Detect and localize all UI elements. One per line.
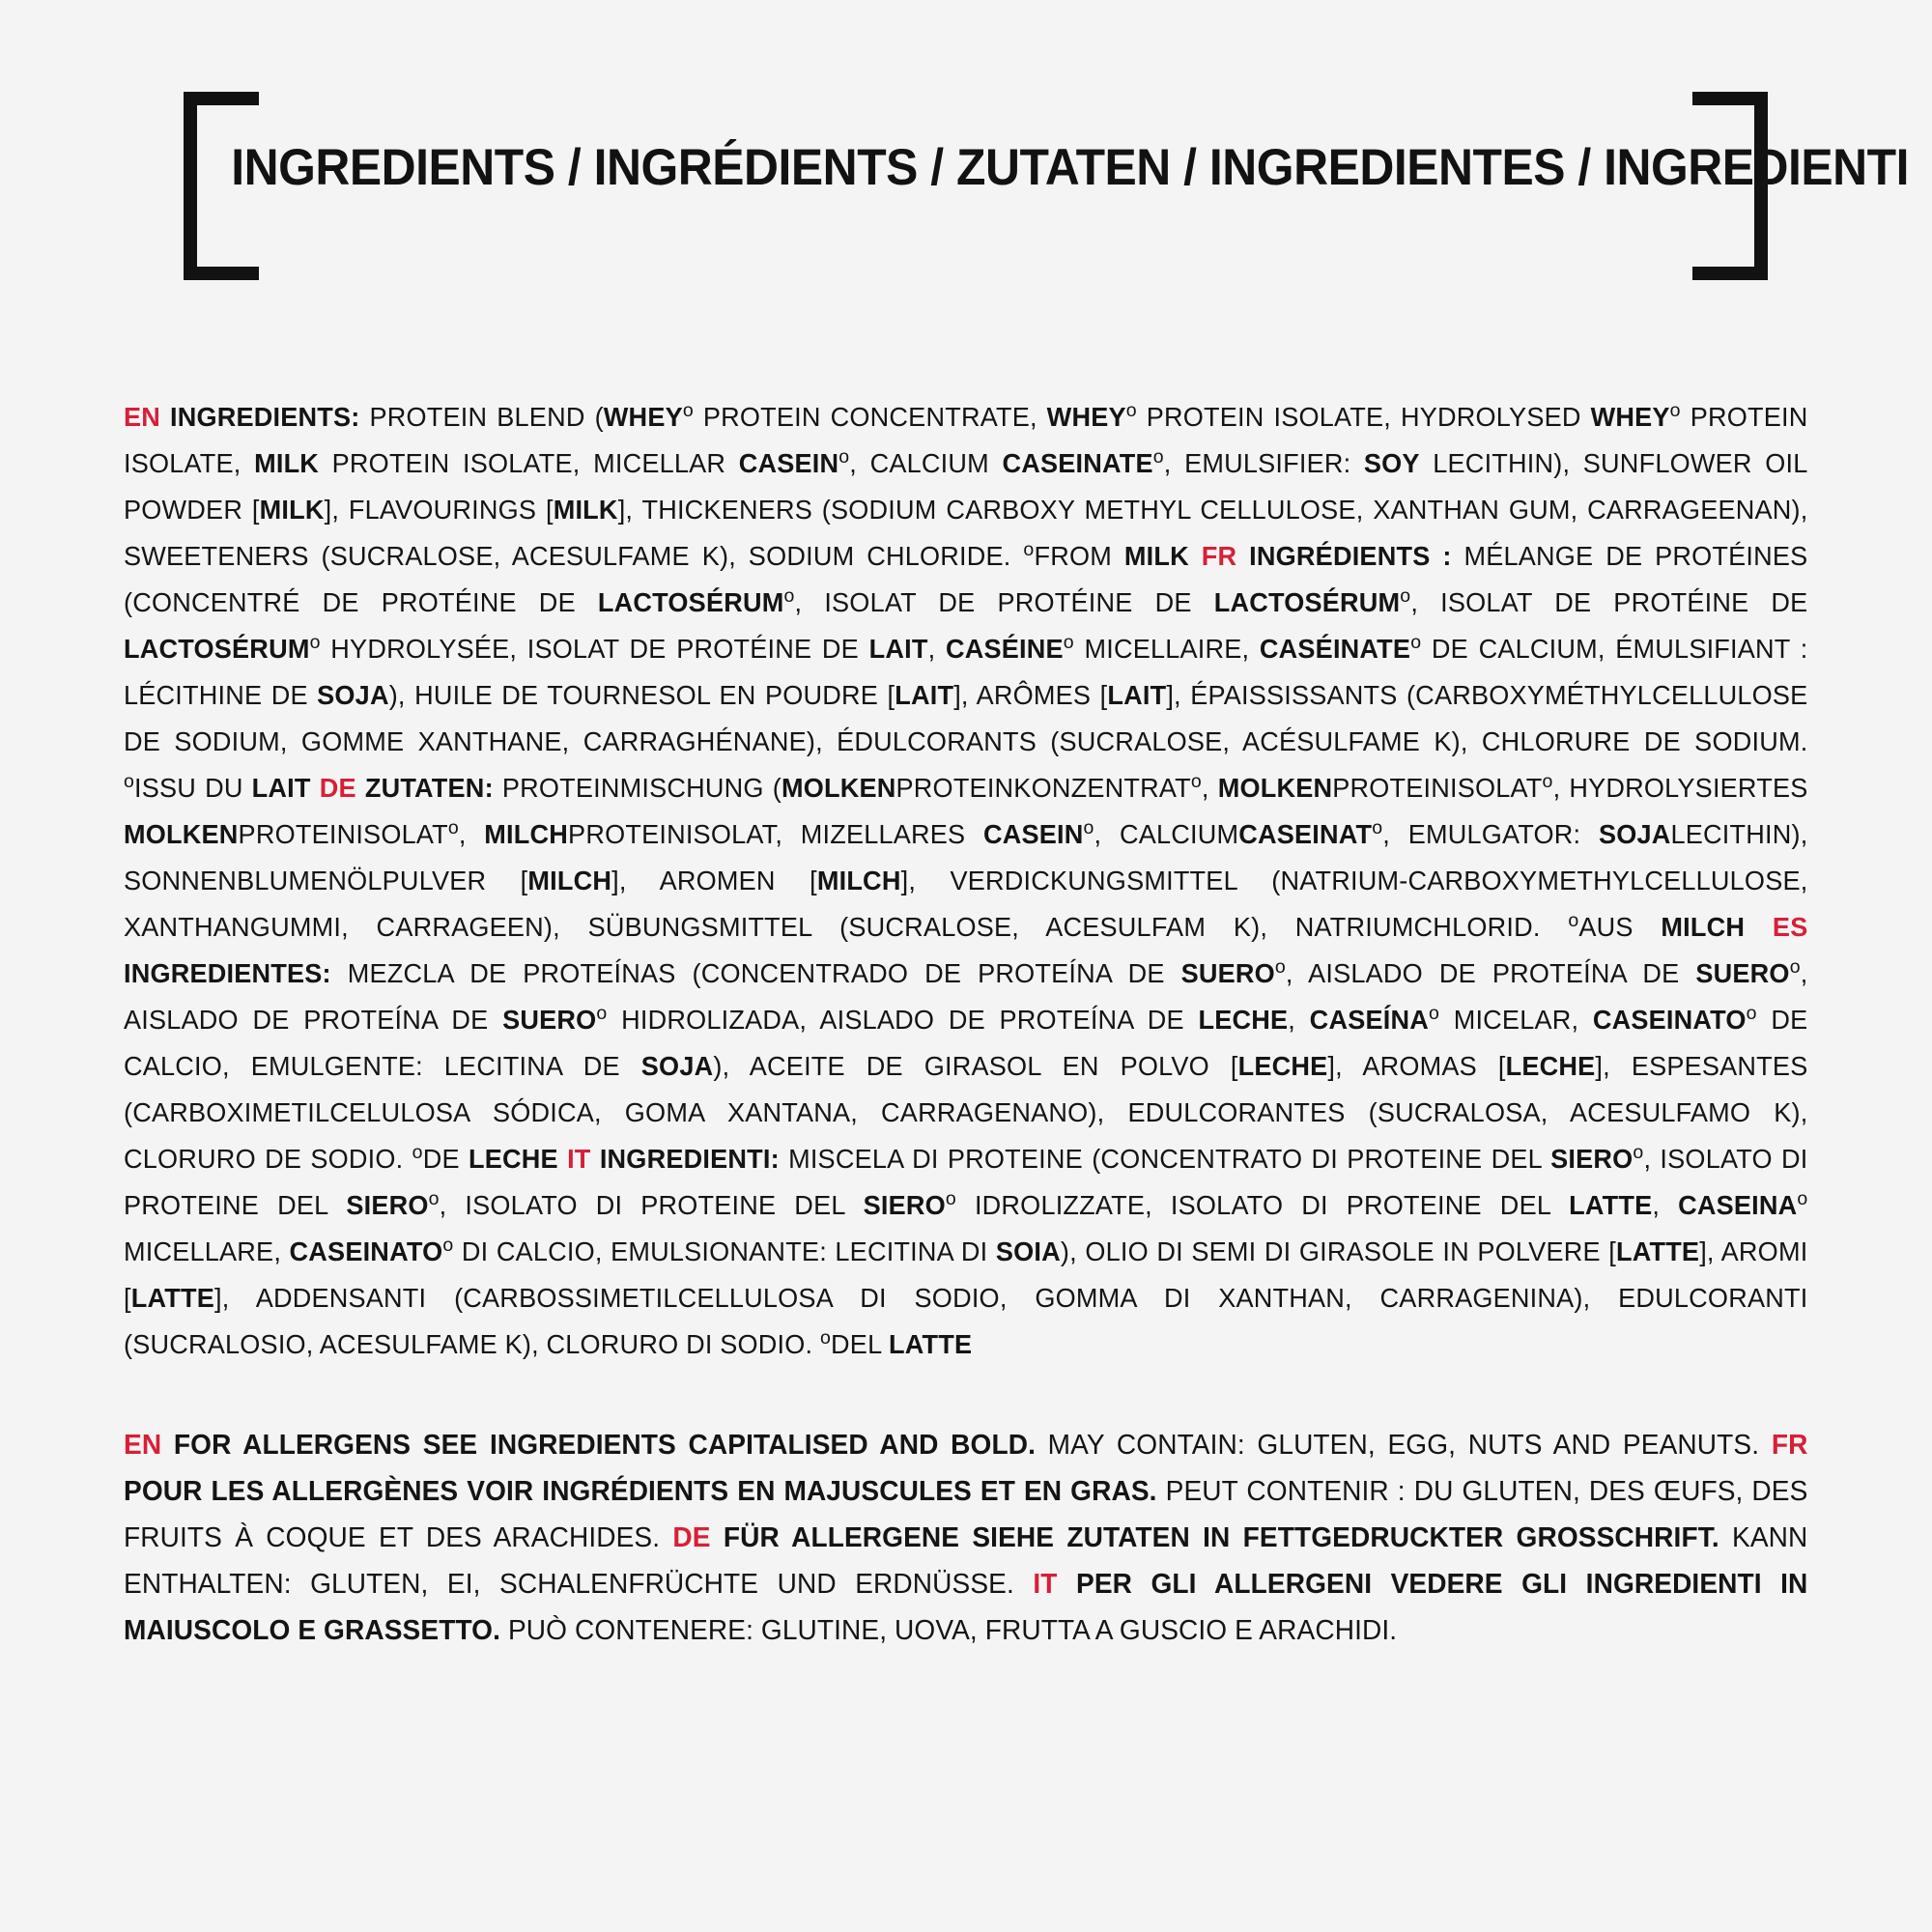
allergen-language-tag-it: IT [1033, 1569, 1058, 1600]
may-contain-fr: PEUT CONTENIR : DU GLUTEN, DES ŒUFS, DES FRUITS À COQUE ET DES ARACHIDES. [124, 1476, 1808, 1553]
may-contain-it: PUÒ CONTENERE: GLUTINE, UOVA, FRUTTA A GUSCIO E ARACHIDI. [507, 1615, 1398, 1646]
allergen-language-tag-en: EN [124, 1430, 162, 1461]
language-tag-es: ES [1772, 912, 1808, 942]
may-contain-en: MAY CONTAIN: GLUTEN, EGG, NUTS AND PEANUTS. [1047, 1430, 1760, 1461]
corner-bracket-bottom-right-icon [1692, 184, 1768, 280]
ingredients-label-es: INGREDIENTES: [124, 958, 331, 988]
ingredients-label-de: ZUTATEN: [364, 773, 494, 803]
allergen-statement-de: FÜR ALLERGENE SIEHE ZUTATEN IN FETTGEDRUCKTER GROSSCHRIFT. [723, 1522, 1719, 1553]
language-tag-it: IT [567, 1144, 591, 1174]
language-tag-fr: FR [1201, 541, 1237, 571]
ingredients-text-en: PROTEIN BLEND (WHEY$^o$ PROTEIN CONCENTRATE, WHEY$^o$ PROTEIN ISOLATE, HYDROLYSED WHEY$^o$ PROTEIN ISOLATE, MILK PROTEIN ISOLATE, MICELLAR CASEIN$^o$, CALCIUM CASEINATE$^o$, EMULSIFIER: SOY LECITHIN), SUNFLOWER OIL POWDER [MILK], FLAVOURINGS [MILK], THICKENERS (SODIUM CARBOXY METHYL CELLULOSE, XANTHAN GUM, CARRAGEENAN), SWEETENERS (SUCRALOSE, ACESULFAME K), SODIUM CHLORIDE. $^o$FROM MILK [124, 399, 1808, 571]
ingredients-text-de: PROTEINMISCHUNG (MOLKENPROTEINKONZENTRAT$^o$, MOLKENPROTEINISOLAT$^o$, HYDROLYSIERTES MOLKENPROTEINISOLAT$^o$, MILCHPROTEINISOLAT, MIZELLARES CASEIN$^o$, CALCIUMCASEINAT$^o$, EMULGATOR: SOJALECITHIN), SONNENBLUMENÖLPULVER [MILCH], AROMEN [MILCH], VERDICKUNGSMITTEL (NATRIUM-CARBOXYMETHYLCELLULOSE, XANTHANGUMMI, CARRAGEEN), SÜBUNGSMITTEL (SUCRALOSE, ACESULFAM K), NATRIUMCHLORID. $^o$AUS MILCH [124, 770, 1808, 942]
may-contain-de: KANN ENTHALTEN: GLUTEN, EI, SCHALENFRÜCHTE UND ERDNÜSSE. [124, 1522, 1808, 1600]
ingredients-paragraph [124, 394, 1807, 1368]
ingredients-label-en: INGREDIENTS: [170, 402, 360, 432]
corner-bracket-bottom-left-icon [184, 184, 259, 280]
allergen-statement-fr: POUR LES ALLERGÈNES VOIR INGRÉDIENTS EN MAJUSCULES ET EN GRAS. [124, 1476, 1157, 1507]
language-tag-en: EN [124, 402, 161, 432]
allergen-language-tag-de: DE [672, 1522, 711, 1553]
allergen-paragraph [124, 1422, 1807, 1654]
content [124, 394, 1833, 1654]
page-title: INGREDIENTS / INGRÉDIENTS / ZUTATEN / INGREDIENTES / INGREDIENTI [231, 139, 1910, 196]
allergen-statement-en: FOR ALLERGENS SEE INGREDIENTS CAPITALISED AND BOLD. [173, 1430, 1036, 1461]
allergen-statement-it: PER GLI ALLERGENI VEDERE GLI INGREDIENTI IN MAIUSCOLO E GRASSETTO. [124, 1569, 1808, 1646]
ingredients-text-fr: MÉLANGE DE PROTÉINES (CONCENTRÉ DE PROTÉINE DE LACTOSÉRUM$^o$, ISOLAT DE PROTÉINE DE LACTOSÉRUM$^o$, ISOLAT DE PROTÉINE DE LACTOSÉRUM$^o$ HYDROLYSÉE, ISOLAT DE PROTÉINE DE LAIT, CASÉINE$^o$ MICELLAIRE, CASÉINATE$^o$ DE CALCIUM, ÉMULSIFIANT : LÉCITHINE DE SOJA), HUILE DE TOURNESOL EN POUDRE [LAIT], ARÔMES [LAIT], ÉPAISSISSANTS (CARBOXYMÉTHYLCELLULOSE DE SODIUM, GOMME XANTHANE, CARRAGHÉNANE), ÉDULCORANTS (SUCRALOSE, ACÉSULFAME K), CHLORURE DE SODIUM. $^o$ISSU DU LAIT [124, 541, 1808, 803]
language-tag-de: DE [319, 773, 356, 803]
ingredients-text-es: MEZCLA DE PROTEÍNAS (CONCENTRADO DE PROTEÍNA DE SUERO$^o$, AISLADO DE PROTEÍNA DE SUERO$^o$, AISLADO DE PROTEÍNA DE SUERO$^o$ HIDROLIZADA, AISLADO DE PROTEÍNA DE LECHE, CASEÍNA$^o$ MICELAR, CASEINATO$^o$ DE CALCIO, EMULGENTE: LECITINA DE SOJA), ACEITE DE GIRASOL EN POLVO [LECHE], AROMAS [LECHE], ESPESANTES (CARBOXIMETILCELULOSA SÓDICA, GOMA XANTANA, CARRAGENANO), EDULCORANTES (SUCRALOSA, ACESULFAMO K), CLORURO DE SODIO. $^o$DE LECHE [124, 955, 1808, 1174]
allergen-language-tag-fr: FR [1771, 1430, 1808, 1461]
header [184, 92, 1910, 304]
ingredients-label-it: INGREDIENTI: [599, 1144, 780, 1174]
ingredients-text-it: MISCELA DI PROTEINE (CONCENTRATO DI PROTEINE DEL SIERO$^o$, ISOLATO DI PROTEINE DEL SIERO$^o$, ISOLATO DI PROTEINE DEL SIERO$^o$ IDROLIZZATE, ISOLATO DI PROTEINE DEL LATTE, CASEINA$^o$ MICELLARE, CASEINATO$^o$ DI CALCIO, EMULSIONANTE: LECITINA DI SOIA), OLIO DI SEMI DI GIRASOLE IN POLVERE [LATTE], AROMI [LATTE], ADDENSANTI (CARBOSSIMETILCELLULOSA DI SODIO, GOMMA DI XANTHAN, CARRAGENINA), EDULCORANTI (SUCRALOSIO, ACESULFAME K), CLORURO DI SODIO. $^o$DEL LATTE [124, 1141, 1808, 1359]
ingredients-label-fr: INGRÉDIENTS : [1249, 541, 1452, 571]
